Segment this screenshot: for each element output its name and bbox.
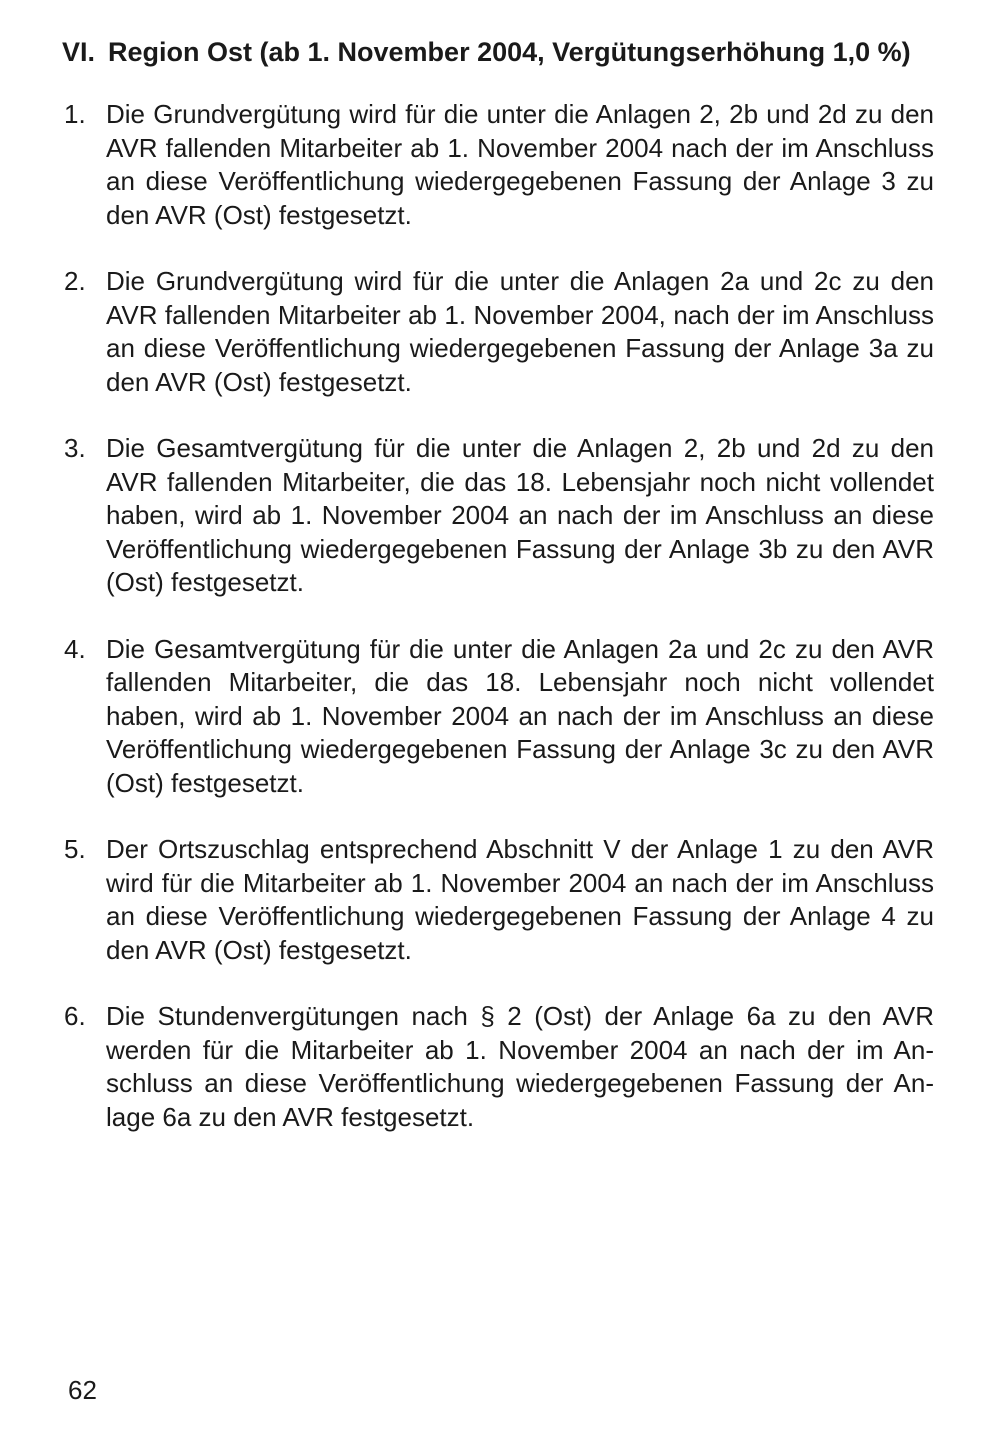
section-number: VI.	[62, 37, 96, 67]
page-number: 62	[68, 1375, 97, 1405]
item-number: 2.	[64, 266, 86, 296]
list-item	[64, 633, 934, 801]
list-item	[64, 1000, 934, 1134]
section-heading	[62, 34, 942, 70]
item-text: Die Grundvergütung wird für die unter die Anlagen 2a und 2c zu den AVR fallenden Mitarbeiter ab 1. November 2004, nach der im Anschluss an diese Veröffentlichung wiedergegebenen Fassung der Anlage 3a zu den AVR (Ost) festgesetzt.	[106, 266, 934, 397]
item-number: 3.	[64, 433, 86, 463]
item-text: Der Ortszuschlag entsprechend Abschnitt V der Anlage 1 zu den AVR wird für die Mitarbeiter ab 1. November 2004 an nach der im Anschluss an diese Veröffentlichung wiedergegebenen Fassung der Anlage 4 zu den AVR (Ost) festgesetzt.	[106, 834, 934, 965]
item-text: Die Grundvergütung wird für die unter die Anlagen 2, 2b und 2d zu den AVR fallenden Mitarbeiter ab 1. November 2004 nach der im Anschluss an diese Veröffentlichung wiedergegebenen Fassung der Anlage 3 zu den AVR (Ost) festgesetzt.	[106, 99, 934, 230]
item-text: Die Stundenvergütungen nach § 2 (Ost) der Anlage 6a zu den AVR werden für die Mitarbeiter ab 1. November 2004 an nach der im Anschluss an diese Veröffentlichung wiedergegebenen Fassung der Anlage 6a zu den AVR festgesetzt.	[106, 1001, 934, 1132]
item-number: 6.	[64, 1001, 86, 1031]
section-title: Region Ost (ab 1. November 2004, Vergütungserhöhung 1,0 %)	[108, 37, 911, 67]
provision-list	[64, 98, 934, 1167]
list-item	[64, 265, 934, 399]
list-item	[64, 98, 934, 232]
list-item	[64, 833, 934, 967]
item-number: 1.	[64, 99, 86, 129]
item-text: Die Gesamtvergütung für die unter die Anlagen 2, 2b und 2d zu den AVR fallenden Mitarbeiter, die das 18. Lebensjahr noch nicht vollendet haben, wird ab 1. November 2004 an nach der im Anschluss an diese Veröffentlichung wiedergegebenen Fassung der Anlage 3b zu den AVR (Ost) festgesetzt.	[106, 433, 934, 597]
item-text: Die Gesamtvergütung für die unter die Anlagen 2a und 2c zu den AVR fallenden Mitarbeiter, die das 18. Lebensjahr noch nicht vollendet haben, wird ab 1. November 2004 an nach der im Anschluss an diese Veröffentlichung wiedergegebenen Fassung der Anlage 3c zu den AVR (Ost) festgesetzt.	[106, 633, 934, 798]
item-number: 5.	[64, 834, 86, 864]
list-item	[64, 432, 934, 600]
item-number: 4.	[64, 633, 86, 664]
